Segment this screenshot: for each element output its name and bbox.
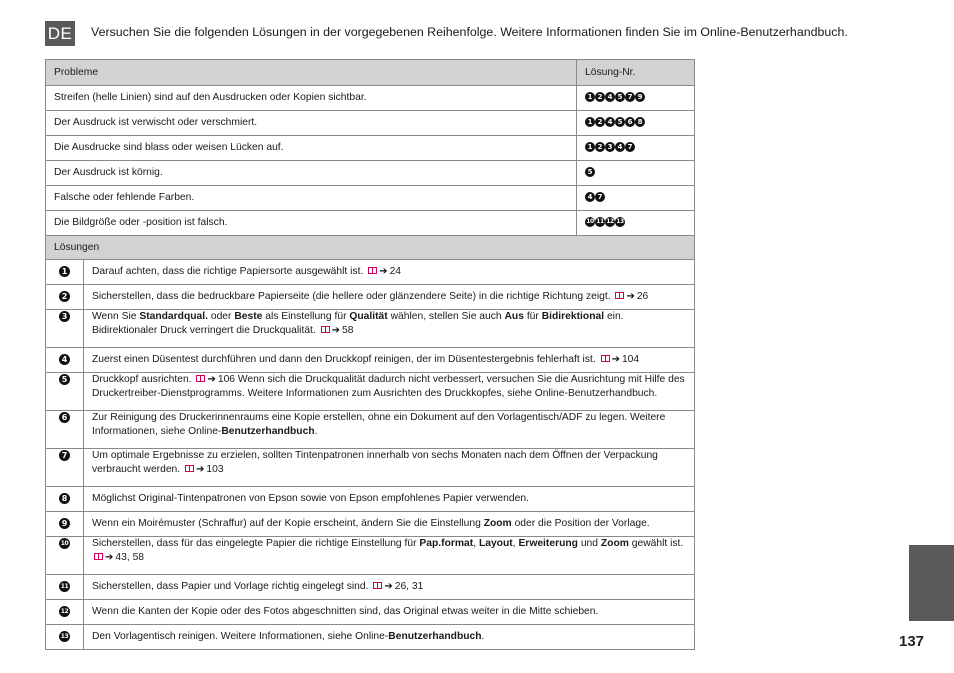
solution-row [46, 512, 695, 537]
solution-number-cell [46, 411, 84, 449]
page-reference-link[interactable] [599, 354, 640, 365]
page-reference-link[interactable] [371, 581, 423, 592]
book-icon [601, 355, 610, 362]
solution-number-cell [46, 575, 84, 600]
solution-number-icon: 4 [59, 354, 70, 365]
solution-text [84, 512, 695, 537]
solution-number-cell [46, 487, 84, 512]
solution-number-icon: 8 [59, 493, 70, 504]
solution-number-cell [46, 348, 84, 373]
bold-term: Zoom [600, 538, 629, 549]
book-icon [615, 292, 624, 299]
header-problems: Probleme [46, 60, 577, 86]
solution-number-icon: 11 [60, 582, 69, 590]
book-icon [368, 267, 377, 274]
solutions-header-row [46, 236, 695, 260]
solutions-header: Lösungen [46, 236, 695, 260]
problem-solution-numbers [577, 86, 695, 111]
solution-number-icon: 13 [616, 218, 624, 226]
book-icon [373, 582, 382, 589]
page-reference: 103 [206, 464, 224, 475]
solution-row [46, 625, 695, 650]
bold-term: Layout [478, 538, 513, 549]
problem-solution-numbers [577, 161, 695, 186]
text-run: wählen, stellen Sie auch [387, 311, 505, 322]
text-run: für [523, 311, 542, 322]
solution-text [84, 575, 695, 600]
solution-number-cell [46, 600, 84, 625]
arrow-right-icon: ➔ [384, 581, 393, 592]
solution-row [46, 260, 695, 285]
solution-text [84, 260, 695, 285]
bold-term: Beste [234, 311, 263, 322]
text-run: Zur Reinigung des Druckerinnenraums eine Kopie erstellen, ohne ein Dokument auf den Vorlagentisch/ADF zu legen. Weitere Informationen, siehe Online- [92, 412, 666, 437]
solution-text [84, 373, 695, 411]
solution-number-icon: 2 [595, 92, 605, 102]
bold-term: Bidirektional [541, 311, 605, 322]
solution-number-icon: 6 [625, 117, 635, 127]
bold-term: Pap.format [419, 538, 474, 549]
problem-text: Die Ausdrucke sind blass oder weisen Lücken auf. [46, 136, 577, 161]
text-run: . [314, 426, 318, 437]
solution-row [46, 411, 695, 449]
text-run: Möglichst Original-Tintenpatronen von Epson sowie von Epson empfohlenes Papier verwenden. [92, 493, 529, 504]
solution-number-icon: 6 [59, 412, 70, 423]
solution-number-icon: 8 [635, 117, 645, 127]
solution-row [46, 449, 695, 487]
solution-number-icon: 5 [59, 374, 70, 385]
book-icon [196, 375, 205, 382]
solution-number-icon: 1 [585, 92, 595, 102]
solution-text [84, 310, 695, 348]
problem-row [46, 111, 695, 136]
solution-row [46, 575, 695, 600]
page-reference: 26 [636, 291, 649, 302]
text-run: ein. Bidirektionaler Druck verringert die Druckqualität. [92, 311, 624, 336]
solution-number-cell [46, 260, 84, 285]
text-run: Zuerst einen Düsentest durchführen und dann den Druckkopf reinigen, der im Düsentestergebnis fehlerhaft ist. [92, 354, 599, 365]
problem-row [46, 136, 695, 161]
bold-term: Benutzerhandbuch [388, 631, 482, 642]
problem-row [46, 186, 695, 211]
problem-text: Der Ausdruck ist körnig. [46, 161, 577, 186]
text-run: , [473, 538, 479, 549]
page-number: 137 [899, 633, 925, 650]
text-run: oder die Position der Vorlage. [511, 518, 650, 529]
text-run: . [481, 631, 485, 642]
solution-row [46, 348, 695, 373]
solution-row [46, 285, 695, 310]
page-reference: 43, 58 [115, 552, 145, 563]
solution-text [84, 625, 695, 650]
problem-solution-numbers [577, 136, 695, 161]
solution-row [46, 487, 695, 512]
bold-term: Qualität [349, 311, 388, 322]
solution-number-icon: 13 [60, 632, 69, 640]
solution-number-cell [46, 373, 84, 411]
solution-number-cell [46, 449, 84, 487]
text-run: Sicherstellen, dass Papier und Vorlage richtig eingelegt sind. [92, 581, 372, 592]
problem-text: Falsche oder fehlende Farben. [46, 186, 577, 211]
solution-number-icon: 12 [606, 218, 614, 226]
problem-row [46, 161, 695, 186]
solution-number-icon: 2 [595, 142, 605, 152]
solution-number-icon: 10 [60, 539, 69, 547]
book-icon [185, 465, 194, 472]
solution-row [46, 537, 695, 575]
solution-text [84, 449, 695, 487]
arrow-right-icon: ➔ [105, 552, 114, 563]
solution-number-icon: 7 [59, 450, 70, 461]
solution-text [84, 487, 695, 512]
page-reference: 24 [389, 266, 402, 277]
page-reference-link[interactable] [92, 552, 144, 563]
solution-number-icon: 4 [605, 117, 615, 127]
solution-number-icon: 3 [605, 142, 615, 152]
solution-text [84, 600, 695, 625]
solution-number-icon: 2 [59, 291, 70, 302]
arrow-right-icon: ➔ [379, 266, 388, 277]
book-icon [94, 553, 103, 560]
bold-term: Benutzerhandbuch [221, 426, 315, 437]
section-tab [909, 545, 954, 621]
solution-number-icon: 12 [60, 607, 69, 615]
page-reference: 106 [217, 374, 236, 385]
solution-number-cell [46, 537, 84, 575]
solution-number-cell [46, 512, 84, 537]
text-run: und [577, 538, 601, 549]
text-run: als Einstellung für [262, 311, 350, 322]
arrow-right-icon: ➔ [331, 325, 341, 336]
solution-text [84, 411, 695, 449]
solution-number-icon: 1 [585, 117, 595, 127]
solution-number-icon: 7 [625, 142, 635, 152]
solution-number-cell [46, 310, 84, 348]
solution-number-icon: 9 [59, 518, 70, 529]
problem-row [46, 211, 695, 236]
page-reference-link[interactable] [366, 266, 401, 277]
language-badge: DE [45, 21, 75, 46]
solution-number-icon: 1 [59, 266, 70, 277]
problem-solution-numbers [577, 186, 695, 211]
text-run: Sicherstellen, dass die bedruckbare Papierseite (die hellere oder glänzendere Seite) in die richtige Richtung zeigt. [92, 291, 614, 302]
bold-term: Aus [504, 311, 524, 322]
text-run: Den Vorlagentisch reinigen. Weitere Informationen, siehe Online- [92, 631, 389, 642]
book-icon [321, 326, 330, 333]
solution-number-icon: 10 [586, 218, 594, 226]
problem-solution-numbers [577, 211, 695, 236]
solution-number-icon: 7 [595, 192, 605, 202]
solution-text [84, 285, 695, 310]
solution-number-icon: 3 [59, 311, 70, 322]
solution-number-icon: 4 [615, 142, 625, 152]
solution-text [84, 348, 695, 373]
solution-number-icon: 4 [605, 92, 615, 102]
text-run: Wenn Sie [92, 311, 140, 322]
page-reference-link[interactable] [613, 291, 648, 302]
text-run: Wenn die Kanten der Kopie oder des Fotos abgeschnitten sind, das Original etwas weiter in die Mitte schieben. [92, 606, 599, 617]
solution-number-icon: 1 [585, 142, 595, 152]
solution-number-icon: 5 [585, 167, 595, 177]
arrow-right-icon: ➔ [611, 354, 620, 365]
solution-text [84, 537, 695, 575]
problem-text: Streifen (helle Linien) sind auf den Ausdrucken oder Kopien sichtbar. [46, 86, 577, 111]
text-run: Wenn ein Moirémuster (Schraffur) auf der Kopie erscheint, ändern Sie die Einstellung [92, 518, 484, 529]
table-header-row [46, 60, 695, 86]
text-run: gewählt ist. [628, 538, 684, 549]
page-reference-link[interactable] [194, 374, 235, 385]
text-run: Um optimale Ergebnisse zu erzielen, sollten Tintenpatronen innerhalb von sechs Monaten nach dem Öffnen der Verpackung verbraucht werden. [92, 450, 658, 475]
troubleshooting-table [45, 59, 695, 650]
solution-number-icon: 5 [615, 117, 625, 127]
text-run: Wenn sich die Druckqualität dadurch nicht verbessert, versuchen Sie die Ausrichtung mit Hilfe des Druckertreiber-Dienstprogramms. Weitere Informationen zum Ausrichten des Druckkopfes, siehe Online-Benutzerhandbuch. [92, 374, 685, 399]
arrow-right-icon: ➔ [626, 291, 635, 302]
solution-number-icon: 11 [596, 218, 604, 226]
bold-term: Zoom [483, 518, 512, 529]
solution-number-icon: 9 [635, 92, 645, 102]
problem-solution-numbers [577, 111, 695, 136]
solution-row [46, 600, 695, 625]
page-reference: 104 [621, 354, 640, 365]
page-reference: 26, 31 [394, 581, 424, 592]
intro-text: Versuchen Sie die folgenden Lösungen in der vorgegebenen Reihenfolge. Weitere Informationen finden Sie im Online-Benutzerhandbuch. [91, 25, 848, 39]
solution-number-icon: 5 [615, 92, 625, 102]
arrow-right-icon: ➔ [196, 464, 205, 475]
bold-term: Standardqual. [139, 311, 208, 322]
text-run: Druckkopf ausrichten. [92, 374, 195, 385]
problem-row [46, 86, 695, 111]
text-run: oder [207, 311, 235, 322]
solution-number-cell [46, 625, 84, 650]
arrow-right-icon: ➔ [207, 374, 216, 385]
page-reference-link[interactable] [183, 464, 224, 475]
text-run: Sicherstellen, dass für das eingelegte Papier die richtige Einstellung für [92, 538, 420, 549]
page-reference: 58 [342, 325, 354, 336]
text-run: , [512, 538, 519, 549]
solution-number-icon: 4 [585, 192, 595, 202]
text-run: Darauf achten, dass die richtige Papiersorte ausgewählt ist. [92, 266, 367, 277]
problem-text: Der Ausdruck ist verwischt oder verschmiert. [46, 111, 577, 136]
solution-number-cell [46, 285, 84, 310]
header-solution-no: Lösung-Nr. [577, 60, 695, 86]
solution-number-icon: 7 [625, 92, 635, 102]
solution-row [46, 310, 695, 348]
bold-term: Erweiterung [518, 538, 578, 549]
problem-text: Die Bildgröße oder -position ist falsch. [46, 211, 577, 236]
solution-row [46, 373, 695, 411]
solution-number-icon: 2 [595, 117, 605, 127]
page-reference-link[interactable] [319, 325, 354, 336]
